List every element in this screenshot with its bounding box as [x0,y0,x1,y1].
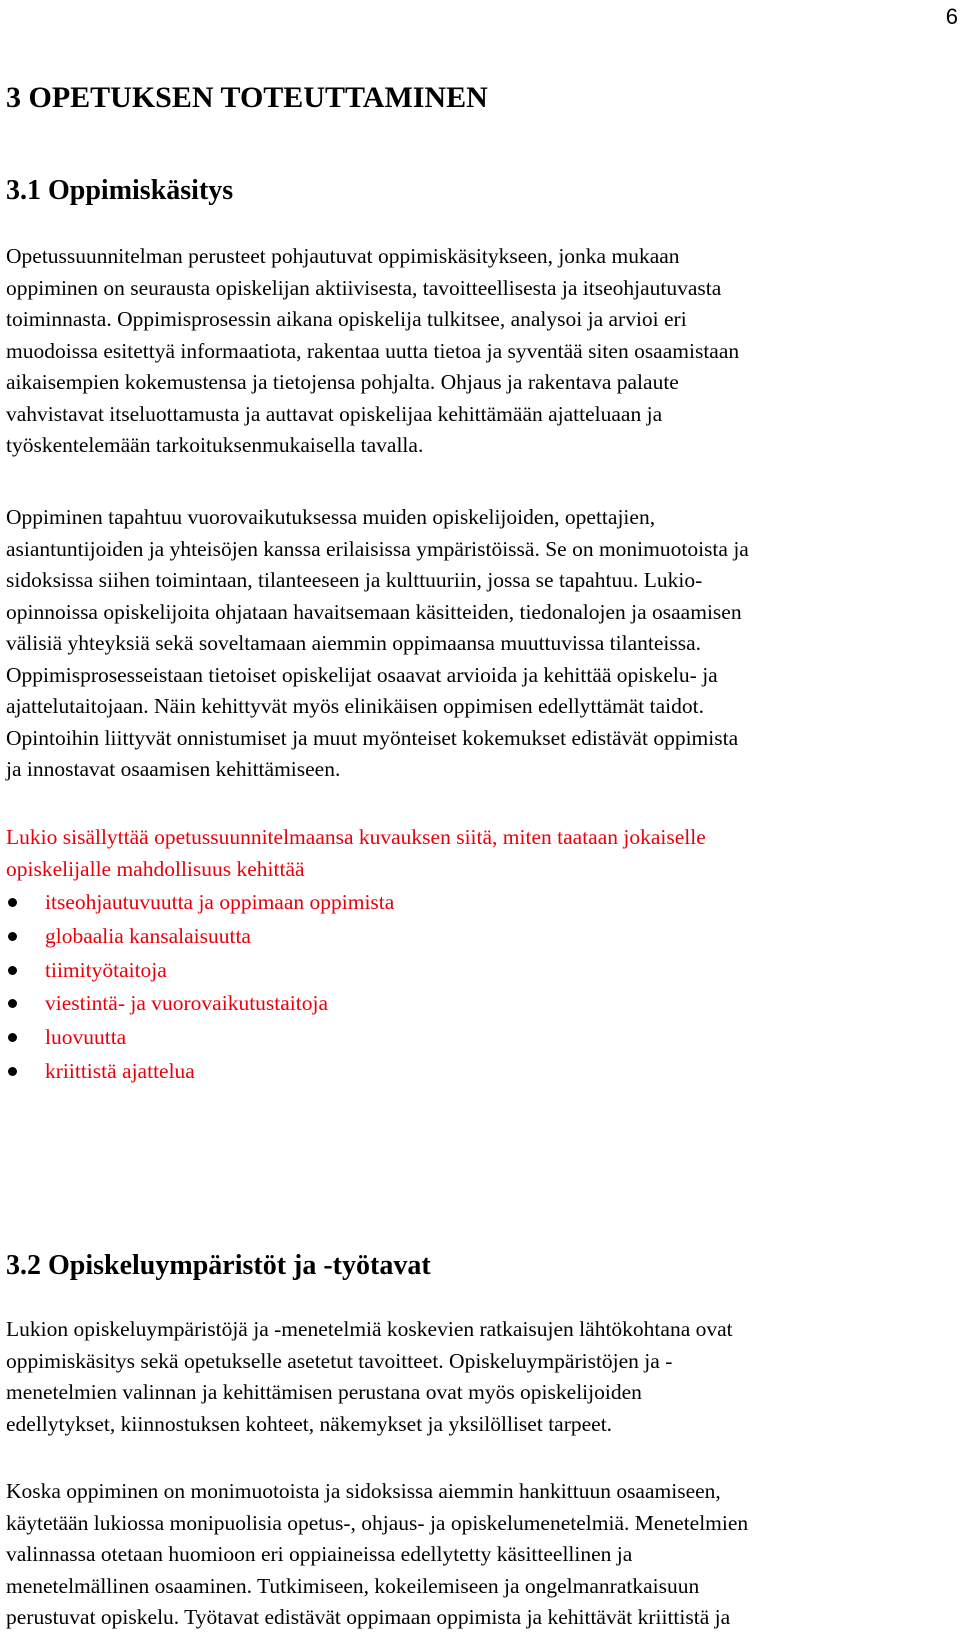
bullet-icon [8,1067,17,1076]
skills-bullet-list [6,886,394,1089]
list-item [6,954,394,988]
text-line: ja innostavat osaamisen kehittämiseen. [6,757,341,781]
text-line: valinnassa otetaan huomioon eri oppiaineissa edellytetty käsitteellinen ja [6,1542,633,1566]
list-item-label: globaalia kansalaisuutta [45,923,251,948]
text-line: asiantuntijoiden ja yhteisöjen kanssa erilaisissa ympäristöissä. Se on monimuotoista ja [6,536,749,561]
list-item-label: itseohjautuvuutta ja oppimaan oppimista [45,890,395,914]
paragraph-opiskeluymparistot-1 [6,1314,733,1440]
text-line: edellytykset, kiinnostuksen kohteet, näkemykset ja yksilölliset tarpeet. [6,1411,613,1436]
text-line: välisiä yhteyksiä sekä soveltamaan aiemmin oppimaansa muuttuvissa tilanteissa. [6,631,702,655]
list-item [6,886,394,920]
text-line: toiminnasta. Oppimisprosessin aikana opiskelija tulkitsee, analysoi ja arvioi eri [6,307,687,331]
text-line: Oppimisprosesseistaan tietoiset opiskelijat osaavat arvioida ja kehittää opiskelu- ja [6,662,718,687]
section-heading-oppimiskasitys: 3.1 Oppimiskäsitys [6,175,234,206]
text-line: perustuvat opiskelu. Työtavat edistävät oppimaan oppimista ja kehittävät kriittistä ja [6,1605,731,1629]
text-line: Oppiminen tapahtuu vuorovaikutuksessa muiden opiskelijoiden, opettajien, [6,505,656,529]
text-line: Opintoihin liittyvät onnistumiset ja muut myönteiset kokemukset edistävät oppimista [6,725,739,750]
paragraph-oppimiskasitys-1 [6,241,739,462]
list-item-label: tiimityötaitoja [45,957,167,982]
text-line: vahvistavat itseluottamusta ja auttavat opiskelijaa kehittämään ajatteluaan ja [6,401,663,426]
list-item [6,920,394,954]
bullet-icon [8,1033,17,1042]
text-line: Lukio sisällyttää opetussuunnitelmaansa kuvauksen siitä, miten taataan jokaiselle [6,825,706,849]
text-line: menetelmällinen osaaminen. Tutkimiseen, kokeilemiseen ja ongelmanratkaisuun [6,1573,700,1598]
section-heading-opiskeluymparistot: 3.2 Opiskeluympäristöt ja -työtavat [6,1250,431,1281]
text-line: Lukion opiskeluympäristöjä ja -menetelmiä koskevien ratkaisujen lähtökohtana ovat [6,1317,733,1341]
list-item-label: viestintä- ja vuorovaikutustaitoja [45,991,329,1016]
list-item [6,1021,394,1055]
text-line: oppimiskäsitys sekä opetukselle asetetut tavoitteet. Opiskeluympäristöjen ja - [6,1348,673,1373]
paragraph-oppimiskasitys-2 [6,502,749,786]
list-item-label: kriittistä ajattelua [45,1058,195,1083]
text-line: menetelmien valinnan ja kehittämisen perustana ovat myös opiskelijoiden [6,1380,642,1404]
text-line: Opetussuunnitelman perusteet pohjautuvat oppimiskäsitykseen, jonka mukaan [6,244,680,268]
list-item [6,1055,394,1089]
text-line: oppiminen on seurausta opiskelijan aktiivisesta, tavoitteellisesta ja itseohjautuvasta [6,275,722,300]
text-line: Koska oppiminen on monimuotoista ja sidoksissa aiemmin hankittuun osaamiseen, [6,1479,721,1503]
bullet-icon [8,932,17,941]
paragraph-opiskeluymparistot-2 [6,1476,748,1634]
text-line: opinnoissa opiskelijoita ohjataan havaitsemaan käsitteiden, tiedonalojen ja osaamisen [6,599,742,624]
list-item [6,987,394,1021]
text-line: opiskelijalle mahdollisuus kehittää [6,856,305,881]
text-line: käytetään lukiossa monipuolisia opetus-, ohjaus- ja opiskelumenetelmiä. Menetelmien [6,1510,749,1535]
text-line: aikaisempien kokemustensa ja tietojensa pohjalta. Ohjaus ja rakentava palaute [6,370,679,394]
page-number: 6 [945,4,958,29]
bullet-icon [8,966,17,975]
text-line: työskentelemään tarkoituksenmukaisella tavalla. [6,433,424,457]
text-line: sidoksissa siihen toimintaan, tilanteeseen ja kulttuuriin, jossa se tapahtuu. Lukio- [6,568,703,592]
bullet-icon [8,999,17,1008]
text-line: ajattelutaitojaan. Näin kehittyvät myös elinikäisen oppimisen edellyttämät taidot. [6,694,704,718]
list-item-label: luovuutta [45,1025,127,1050]
paragraph-red-intro [6,822,706,885]
bullet-icon [8,898,17,907]
text-line: muodoissa esitettyä informaatiota, rakentaa uutta tietoa ja syventää siten osaamistaan [6,338,740,363]
chapter-heading: 3 OPETUKSEN TOTEUTTAMINEN [6,81,488,114]
